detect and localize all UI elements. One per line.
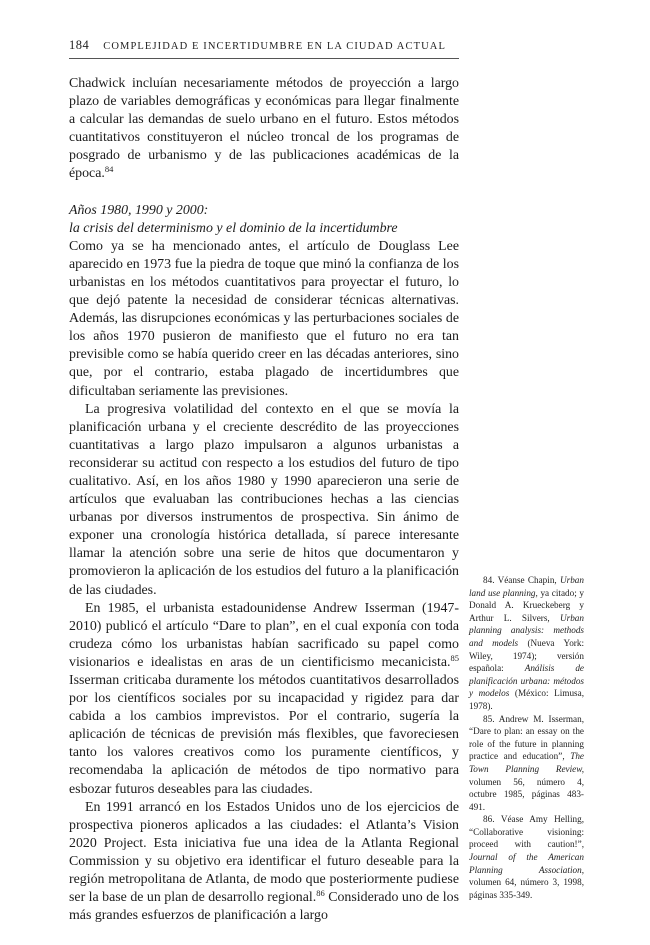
footnote-85-text: volumen 56, número 4, octubre 1985, páginas 483-491. [469,776,584,812]
paragraph-4-text-a: En 1985, el urbanista estadounidense Andrew Isserman (1947-2010) publicó el artículo “Dare to plan”, en el cual exponía con toda crudeza cómo los urbanistas habían sacrificado su papel como visionarios e idealistas en aras de un cientificismo mecanicista. [69,600,459,670]
paragraph-3: La progresiva volatilidad del contexto en el que se movía la planificación urbana y el creciente descrédito de las proyecciones cuantitativas a largo plazo impulsaron a algunos urbanistas a reconsiderar su actitud con respecto a los estudios del futuro de tipo cualitativo. Así, en los años 1980 y 1990 aparecieron una serie de artículos que evaluaban las contribuciones hechas a las ciencias urbanas por diversos instrumentos de prospectiva. Sin ánimo de exponer una cronología histórica detallada, sí parece interesante llamar la atención sobre una serie de hitos que documentaron y promovieron la aplicación de los estudios del futuro a la planificación de las ciudades. [69,401,459,598]
paragraph-5-text-b: Considerado uno de los más grandes esfuerzos de planificación a largo [69,890,460,924]
paragraph-1-text: Chadwick incluían necesariamente métodos de proyección a largo plazo de variables demográficas y económicas para llegar finalmente a calcular las demandas de suelo urbano en el futuro. Estos métodos cuantitativos constituyeron el núcleo troncal de los programas de posgrado de urbanismo y de las publicaciones académicas de la época. [69,76,459,182]
footnote-84-text: (México: Limusa, 1978). [469,688,584,711]
footnote-84-text: , ya citado; y Donald A. Krueckeberg y Arthur L. Silvers, [469,587,584,623]
margin-notes [469,574,584,901]
paragraph-2: Como ya se ha mencionado antes, el artículo de Douglass Lee aparecido en 1973 fue la piedra de toque que minó la confianza de los urbanistas en los métodos cuantitativos para proyectar el futuro, lo que dejó patente la necesidad de considerar técnicas alternativas. Además, las disrupciones económicas y las perturbaciones sociales de los años 1970 pusieron de manifiesto que el futuro no era tan previsible como se había querido creer en las décadas anteriores, sino que, por el contrario, estaba plagado de incertidumbres que dificultaban seriamente las previsiones. [69,238,459,399]
footnote-86-text: 86. Véase Amy Helling, “Collaborative visioning: proceed with caution!”, [469,814,584,850]
note-ref-85[interactable]: 85 [450,652,459,663]
page-number: 184 [69,38,90,52]
note-ref-86[interactable]: 86 [316,888,325,899]
footnote-85 [469,713,584,814]
paragraph-4-text-b: Isserman criticaba duramente los métodos cuantitativos desarrollados por los científicos sociales por su incapacidad y rigidez para dar cabida a los cambios imprevistos. Por el contrario, sugería la aplicación de técnicas de previsión más flexibles, que favoreciesen tanto los valores creativos como los puramente científicos, y recomendaba la aplicación de métodos de tipo normativo para esbozar futuros deseables para las ciudades. [69,673,459,797]
section-title-line-2: la crisis del determinismo y el dominio de la incertidumbre [69,220,398,236]
footnote-85-text: 85. Andrew M. Isserman, “Dare to plan: an essay on the role of the future in planning practice and education”, [469,713,584,762]
paragraph-5 [69,799,459,926]
footnote-86-title: Journal of the American Planning Association, [469,852,584,875]
footnote-85-title: The Town Planning Review, [469,751,584,774]
footnote-86-text: volumen 64, número 3, 1998, páginas 335-349. [469,877,584,900]
paragraph-5-text-a: En 1991 arrancó en los Estados Unidos uno de los ejercicios de prospectiva pioneros aplicados a las ciudades: el Atlanta’s Vision 2020 Project. Esta iniciativa fue una idea de la Atlanta Regional Commission y su objetivo era identificar el futuro deseable para la región metropolitana de Atlanta, de modo que posteriormente pudiese ser la base de un plan de desarrollo regional. [69,799,459,906]
paragraph-1 [69,75,459,184]
note-ref-84[interactable]: 84 [104,164,114,175]
footnote-84-title: Análisis de planificación urbana: métodos y modelos [469,663,585,699]
footnote-84-text: (Nueva York: Wiley, 1974); versión española: [469,637,584,674]
footnote-84 [469,574,584,713]
footnote-84-title: Urban planning analysis: methods and models [469,612,584,648]
footnote-86 [469,813,584,901]
footnote-84-text: 84. Véanse Chapin, [483,575,560,585]
section-title-line-1: Años 1980, 1990 y 2000: [69,202,209,218]
paragraph-4 [69,600,459,799]
footnote-84-title: Urban land use planning [469,575,584,598]
running-header [69,38,459,53]
running-title: COMPLEJIDAD E INCERTIDUMBRE EN LA CIUDAD ACTUAL [103,41,446,52]
main-text-column [69,75,459,925]
header-rule [69,58,459,59]
